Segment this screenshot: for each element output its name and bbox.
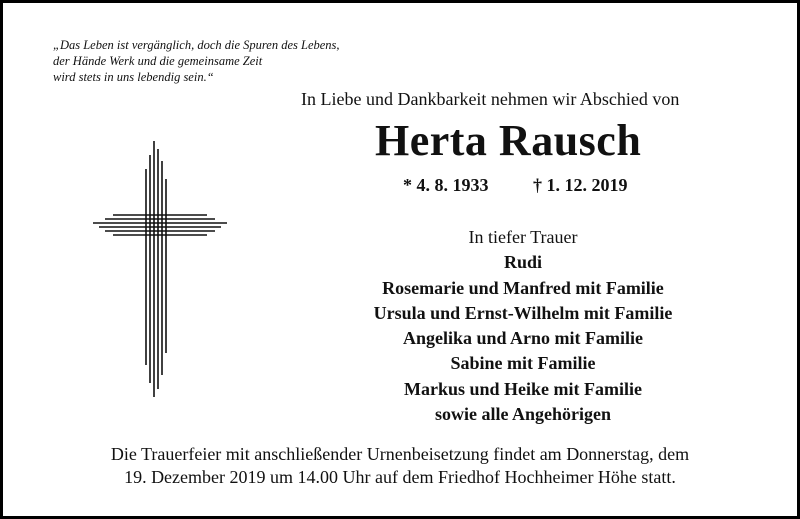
mourners-list <box>333 225 713 427</box>
mourner-name: sowie alle Angehörigen <box>435 404 611 425</box>
birth-date: * 4. 8. 1933 <box>403 175 489 195</box>
memorial-quote <box>53 37 413 85</box>
deceased-name: Herta Rausch <box>375 116 642 165</box>
mourner-name: Angelika und Arno mit Familie <box>402 328 644 349</box>
mourner-name: Rosemarie und Manfred mit Familie <box>382 277 664 298</box>
funeral-line: 19. Dezember 2019 um 14.00 Uhr auf dem Friedhof Hochheimer Höhe statt. <box>124 467 676 487</box>
life-dates <box>403 175 628 196</box>
funeral-announcement <box>3 443 797 489</box>
farewell-intro: In Liebe und Dankbarkeit nehmen wir Abschied von <box>301 89 680 109</box>
quote-line: der Hände Werk und die gemeinsame Zeit <box>53 54 263 68</box>
quote-line: wird stets in uns lebendig sein.“ <box>53 70 214 84</box>
mourner-name: Rudi <box>503 252 543 273</box>
death-date: † 1. 12. 2019 <box>533 175 628 195</box>
mourner-name: Markus und Heike mit Familie <box>404 378 642 399</box>
quote-line: „Das Leben ist vergänglich, doch die Spuren des Lebens, <box>53 38 340 52</box>
cross-icon <box>91 139 231 401</box>
mourner-name: Ursula und Ernst-Wilhelm mit Familie <box>373 302 673 323</box>
funeral-line: Die Trauerfeier mit anschließender Urnenbeisetzung findet am Donnerstag, dem <box>110 444 690 464</box>
mourner-name: Sabine mit Familie <box>450 353 596 374</box>
mourning-lead: In tiefer Trauer <box>468 227 578 247</box>
